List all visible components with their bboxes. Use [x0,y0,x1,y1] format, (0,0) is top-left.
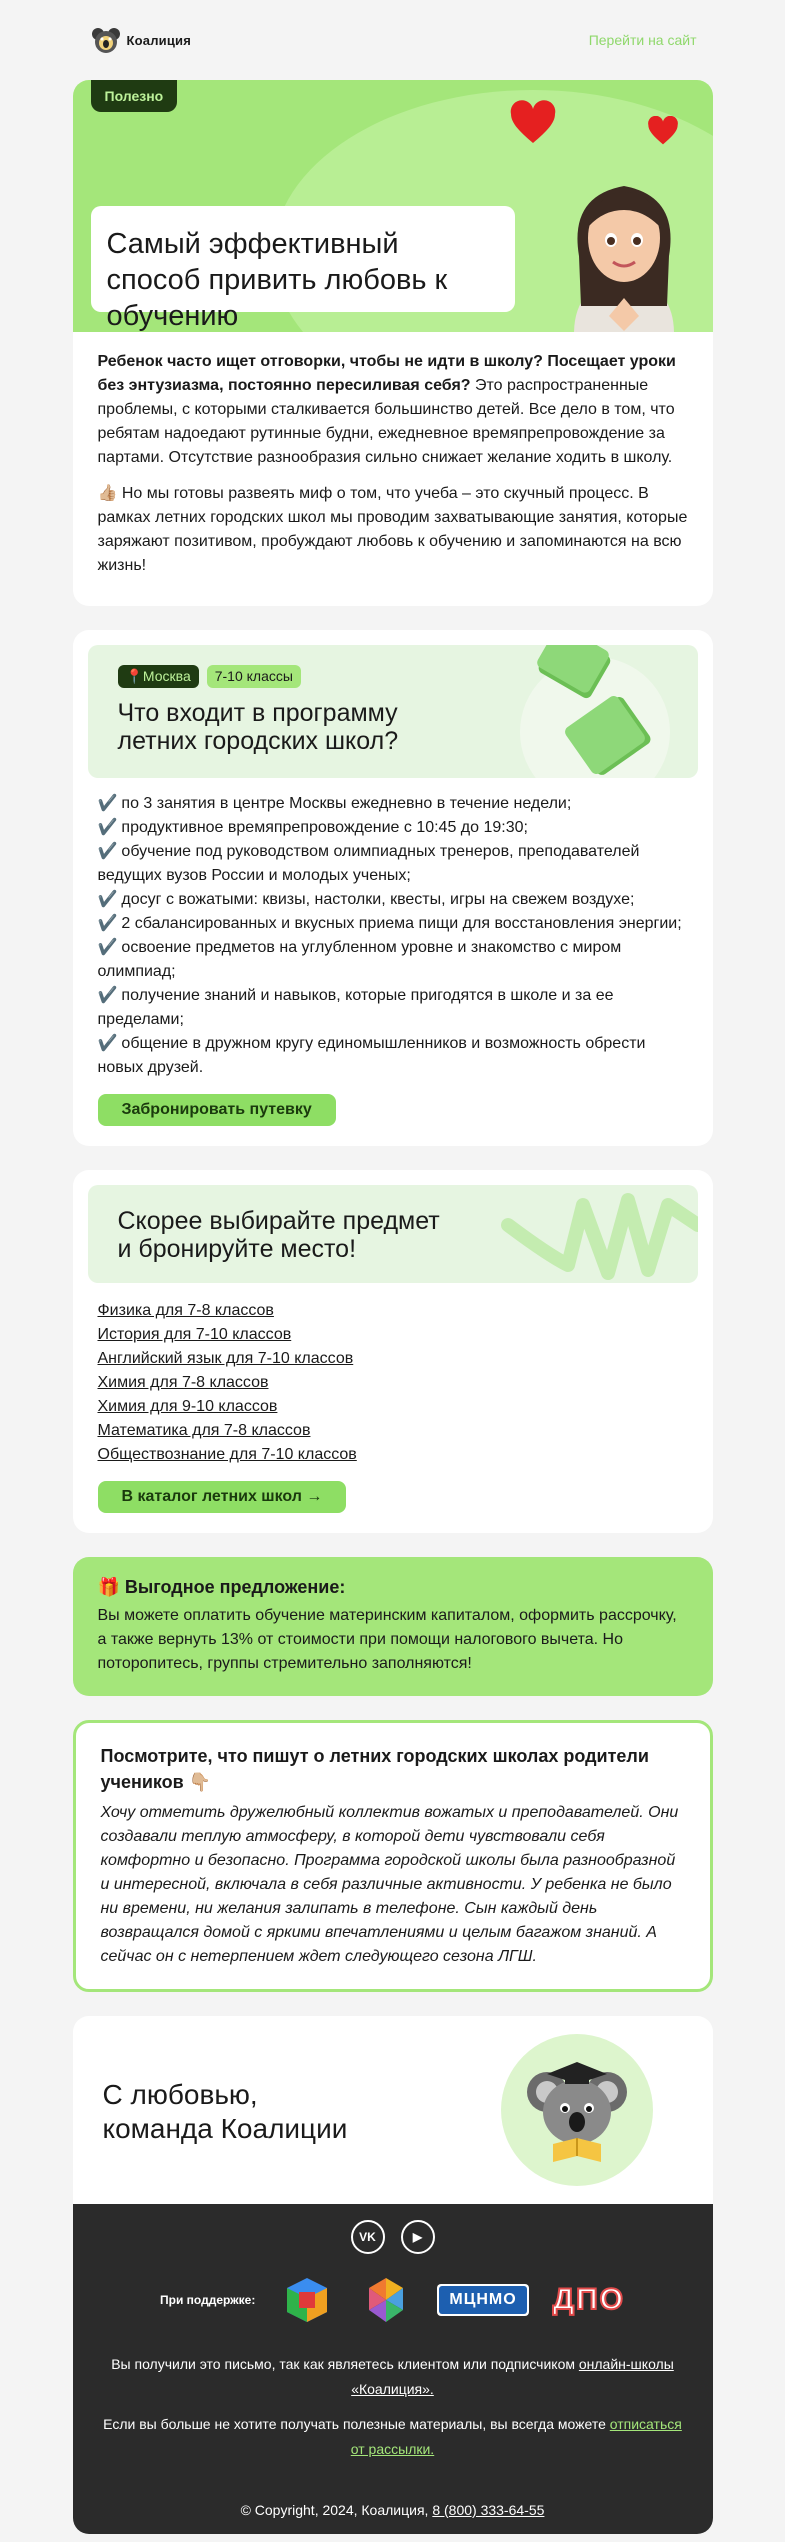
checkmark-icon: ✔️ [97,939,118,956]
intro-paragraph [98,350,688,470]
offer-block [73,1557,713,1696]
girl-avatar-illustration [549,166,699,332]
catalog-cta-row [73,1467,713,1533]
course-link-english-7-10[interactable]: Английский язык для 7-10 классов [97,1350,354,1367]
list-item-text: продуктивное времяпрепровождение с 10:45 до 19:30; [121,819,528,836]
list-item [98,792,688,816]
course-link-social-7-10[interactable]: Обществознание для 7-10 классов [97,1446,357,1463]
review-text: Хочу отметить дружелюбный коллектив вожатых и преподавателей. Они создавали теплую атмосферу, в которой дети чувствовали себя комфортно и безопасно. Программа городской школы была разнообразной и интересной, включала в себя различные активности. У ребенка не было ни времени, ни желания залипать в телефоне. Сын каждый день возвращался домой с яркими впечатлениями и целым багажом знаний. А сейчас он с нетерпением ждет следующего сезона ЛГШ. [100,1804,679,1965]
list-item-text: 2 сбалансированных и вкусных приема пищи для восстановления энергии; [121,915,682,932]
program-card [73,630,713,1146]
catalog-card [73,1170,713,1533]
list-item-text: получение знаний и навыков, которые пригодятся в школе и за ее пределами; [97,987,614,1028]
signoff-text [103,2078,348,2146]
intro-text: Это распространенные проблемы, с которыми сталкивается большинство детей. Все дело в том, что ребятам надоедают рутинные будни, ежедневное времяпрепровождение за партами. Отсутствие разнообразия сильно снижает желание ходить в школу. [97,377,675,466]
checkmark-icon: ✔️ [97,843,118,860]
checkmark-icon: ✔️ [97,915,118,932]
signoff-line2: команда Коалиции [102,2113,348,2144]
program-title-line2: летних городских школ? [117,727,399,755]
checkmark-icon: ✔️ [97,987,118,1004]
catalog-title-line2: и бронируйте место! [117,1235,357,1263]
list-item-text: досуг с вожатыми: квизы, настолки, квесты, игры на свежем воздухе; [121,891,635,908]
tag-chips [118,665,301,688]
youtube-icon[interactable]: ▶ [401,2220,435,2254]
partner-mcnmo-text: МЦНМО [439,2286,526,2314]
unsubscribe-link[interactable]: отписаться от рассылки. [350,2416,682,2457]
program-title [118,699,399,755]
course-links [73,1283,713,1467]
review-title: Посмотрите, что пишут о летних городских школах родители учеников 👇🏼 [100,1746,649,1792]
top-bar [73,0,713,80]
catalog-button[interactable]: В каталог летних школ → [98,1481,347,1513]
course-link-chemistry-9-10[interactable]: Химия для 9-10 классов [97,1398,278,1415]
unsubscribe-notice-text: Если вы больше не хотите получать полезные материалы, вы всегда можете [103,2416,610,2432]
phone-link[interactable]: 8 (800) 333-64-55 [432,2502,545,2518]
subscription-notice-text: Вы получили это письмо, так как являетесь клиентом или подписчиком [111,2356,579,2372]
program-banner [88,645,698,778]
vk-icon[interactable]: VK [351,2220,385,2254]
koala-logo-icon [91,25,121,55]
list-item [98,1032,688,1080]
subscription-notice [98,2352,688,2402]
partner-dpo-logo: ДПО [552,2283,625,2316]
signoff-line1: С любовью, [102,2079,258,2110]
list-item [98,984,688,1032]
signoff-block [73,2016,713,2204]
koala-mascot-illustration [501,2034,653,2186]
list-item-text: общение в дружном кругу единомышленников и возможность обрести новых друзей. [97,1035,646,1076]
city-chip: 📍Москва [118,665,199,688]
partners-row [98,2274,688,2326]
hero-card [73,80,713,606]
list-item [98,888,688,912]
offer-title: 🎁 Выгодное предложение: [97,1577,346,1597]
go-to-site-link[interactable]: Перейти на сайт [588,32,697,48]
brand-name: Коалиция [126,32,192,48]
heart-icon [509,100,557,146]
course-link-physics-7-8[interactable]: Физика для 7-8 классов [97,1302,274,1319]
partner-flower-logo-icon [359,2274,413,2326]
hero-banner [73,80,713,332]
list-item-text: освоение предметов на углубленном уровне и знакомство с миром олимпиад; [97,939,622,980]
partner-cube-logo-icon [279,2274,335,2326]
catalog-title-line1: Скорее выбирайте предмет [117,1207,440,1235]
course-link-chemistry-7-8[interactable]: Химия для 7-8 классов [97,1374,269,1391]
hero-body [73,332,713,606]
heart-icon [647,116,679,146]
book-trip-button[interactable]: Забронировать путевку [98,1094,336,1126]
social-links [98,2220,688,2254]
category-badge: Полезно [91,80,178,112]
intro-bold-text: Ребенок часто ищет отговорки, чтобы не идти в школу? Посещает уроки без энтузиазма, постоянно пересиливая себя? [97,353,676,394]
checkmark-icon: ✔️ [97,795,118,812]
brand-logo[interactable] [91,25,192,55]
list-item [98,840,688,888]
list-item [98,936,688,984]
list-item [98,816,688,840]
footer [73,2204,713,2534]
list-item-text: обучение под руководством олимпиадных тренеров, преподавателей ведущих вузов России и молодых ученых; [97,843,640,884]
catalog-banner [88,1185,698,1283]
school-link[interactable]: онлайн-школы «Коалиция». [351,2356,674,2397]
list-item [98,912,688,936]
program-list [73,778,713,1080]
offer-text: Вы можете оплатить обучение материнским капиталом, оформить рассрочку, а также вернуть 13% от стоимости при помощи налогового вычета. Но поторопитесь, группы стремительно заполняются! [97,1607,677,1672]
grades-chip: 7-10 классы [207,665,301,688]
program-title-line1: Что входит в программу [117,699,398,727]
review-block [73,1720,713,1992]
partners-label: При поддержке: [160,2293,256,2307]
myth-paragraph: 👍🏼 Но мы готовы развеять миф о том, что учеба – это скучный процесс. В рамках летних городских школ мы проводим захватывающие занятия, которые заряжают позитивом, пробуждают любовь к обучению и запоминаются на всю жизнь! [97,485,688,574]
checkmark-icon: ✔️ [97,1035,118,1052]
checkmark-icon: ✔️ [97,891,118,908]
copyright-text: © Copyright, 2024, Коалиция, [240,2502,433,2518]
course-link-math-7-8[interactable]: Математика для 7-8 классов [97,1422,311,1439]
hero-title: Самый эффективный способ привить любовь к обучению [106,228,448,332]
copyright [98,2498,688,2523]
zigzag-decoration [498,1185,698,1283]
hero-title-box [91,206,515,332]
koala-mascot-circle [501,2034,653,2186]
list-item-text: по 3 занятия в центре Москвы ежедневно в течение недели; [121,795,572,812]
email-container [73,0,713,2534]
unsubscribe-notice [98,2412,688,2462]
course-link-history-7-10[interactable]: История для 7-10 классов [97,1326,292,1343]
partner-mcnmo-logo [437,2284,528,2316]
program-cta-row [73,1080,713,1146]
catalog-title [118,1207,440,1263]
checkmark-icon: ✔️ [97,819,118,836]
